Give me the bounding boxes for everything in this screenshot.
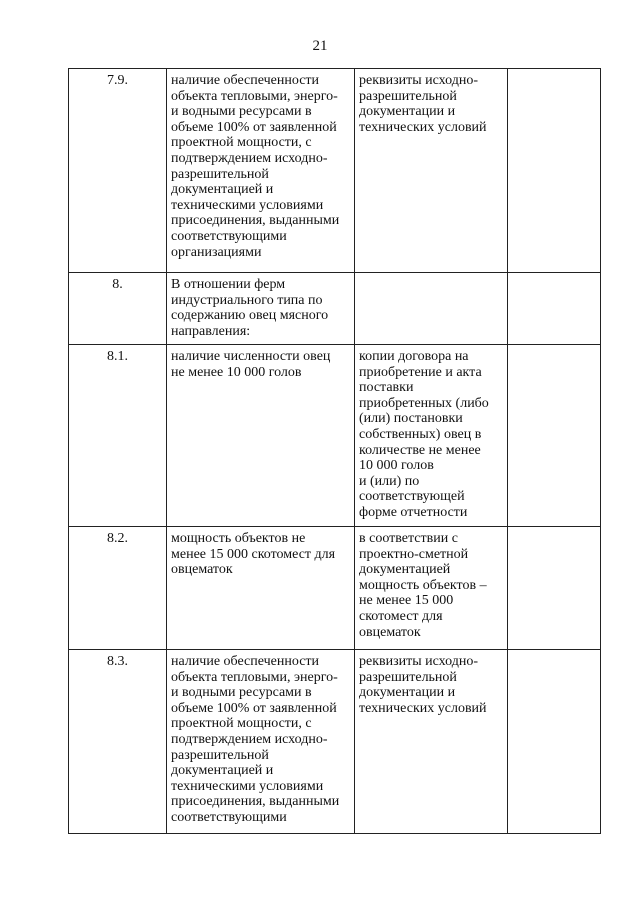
- requirement-cell: [167, 527, 355, 650]
- requirement-text: мощность объектов не менее 15 000 скотомест для овцематок: [171, 531, 336, 578]
- row-number-cell: [69, 273, 167, 345]
- table-row: [69, 345, 601, 527]
- documents-cell: [355, 345, 508, 527]
- table-row: [69, 527, 601, 650]
- requirements-table: [68, 68, 601, 834]
- table-row: [69, 69, 601, 273]
- table-row: [69, 650, 601, 834]
- documents-text: реквизиты исходно- разрешительной документации и технических условий: [359, 73, 487, 135]
- requirement-cell: [167, 273, 355, 345]
- row-number: 8.2.: [107, 531, 128, 546]
- notes-cell: [508, 345, 601, 527]
- documents-text: копии договора на приобретение и акта поставки приобретенных (либо (или) постановки собственных) овец в количестве не менее 10 000 голов и (или) по соответствующей форме отчетности: [359, 349, 489, 520]
- row-number-cell: [69, 345, 167, 527]
- page-number: 21: [312, 38, 328, 54]
- requirement-text: наличие численности овец не менее 10 000 голов: [171, 349, 331, 380]
- row-number-cell: [69, 650, 167, 834]
- row-number: 7.9.: [107, 73, 128, 88]
- requirement-text: наличие обеспеченности объекта тепловыми, энерго- и водными ресурсами в объеме 100% от заявленной проектной мощности, с подтверждением исходно- разрешительной документацией и техническими условиями присоединения, выданными соответствующими организациями: [171, 73, 340, 260]
- table-row: [69, 273, 601, 345]
- row-number-cell: [69, 69, 167, 273]
- row-number: 8.3.: [107, 654, 128, 669]
- documents-cell: [355, 69, 508, 273]
- row-number: 8.: [112, 277, 123, 292]
- notes-cell: [508, 527, 601, 650]
- documents-cell: [355, 650, 508, 834]
- requirement-text: наличие обеспеченности объекта тепловыми, энерго- и водными ресурсами в объеме 100% от заявленной проектной мощности, с подтверждением исходно- разрешительной документацией и техническими условиями присоединения, выданными соответствующими: [171, 654, 340, 825]
- requirement-cell: [167, 345, 355, 527]
- requirement-cell: [167, 69, 355, 273]
- documents-text: реквизиты исходно- разрешительной документации и технических условий: [359, 654, 487, 716]
- notes-cell: [508, 69, 601, 273]
- row-number-cell: [69, 527, 167, 650]
- notes-cell: [508, 650, 601, 834]
- documents-text: в соответствии с проектно-сметной документацией мощность объектов – не менее 15 000 скотомест для овцематок: [359, 531, 487, 640]
- requirement-text: В отношении ферм индустриального типа по содержанию овец мясного направления:: [171, 277, 329, 339]
- notes-cell: [508, 273, 601, 345]
- requirement-cell: [167, 650, 355, 834]
- documents-cell: [355, 527, 508, 650]
- documents-cell: [355, 273, 508, 345]
- row-number: 8.1.: [107, 349, 128, 364]
